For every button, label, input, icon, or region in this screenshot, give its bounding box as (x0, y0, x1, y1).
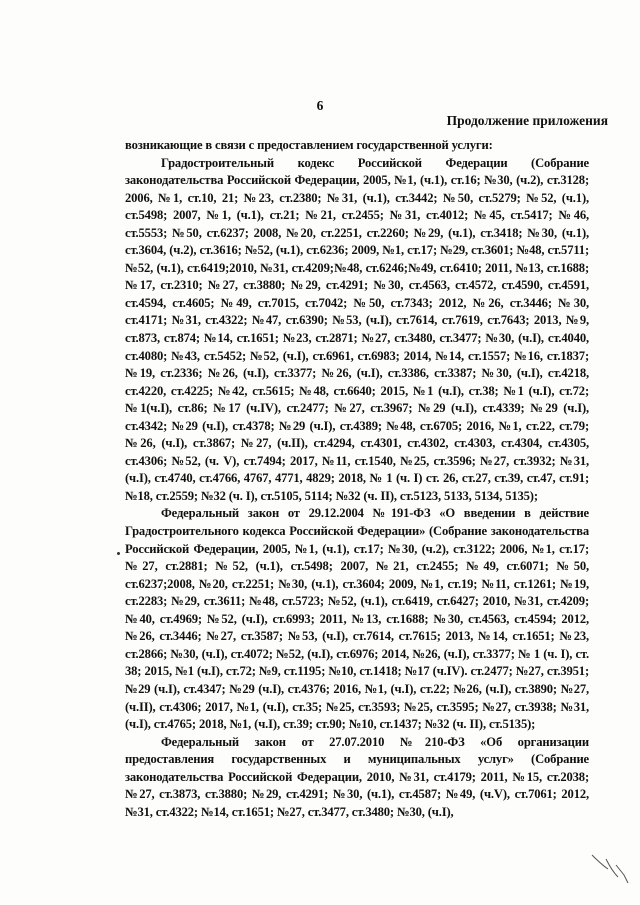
handwritten-mark-icon (588, 847, 632, 887)
paragraph-federal-law-191: Федеральный закон от 29.12.2004 №191-ФЗ «О введении в действие Градостроительного кодекса Российской Федерации» (Собрание законодательства Российской Федерации, 2005, №1, (ч.1), ст.17; №30, (ч.2), ст.3122; 2006, №1, ст.17; №27, ст.2881; №52, (ч.1), ст.5498; 2007, №21, ст.2455; №49, ст.6071; №50, ст.6237;2008, №20, ст.2251; №30, (ч.1), ст.3604; 2009, №1, ст.19; №11, ст.1261; №19, ст.2283; №29, ст.3611; №48, ст.5723; №52, (ч.1), ст.6419, ст.6427; 2010, №31, ст.4209; №40, ст.4969; №52, (ч.I), ст.6993; 2011, №13, ст.1688; №30, ст.4563, ст.4594; 2012, №26, ст.3446; №27, ст.3587; №53, (ч.I), ст.7614, ст.7615; 2013, №14, ст.1651; №23, ст.2866; №30, (ч.I), ст.4072; №52, (ч.I), ст.6976; 2014, №26, (ч.I), ст.3377; № 1 (ч. I), ст. 38; 2015, №1 (ч.I), ст.72; №9, ст.1195; №10, ст.1418; №17 (ч.IV). ст.2477; №27, ст.3951; №29 (ч.I), ст.4347; №29 (ч.I), ст.4376; 2016, №1, (ч.I), ст.22; №26, (ч.I), ст.3890; №27, (ч.II), ст.4306; 2017, №1, (ч.I), ст.35; №25, ст.3593; №25, ст.3595; №27, ст.3938; №31, (ч.I), ст.4765; 2018, №1, (ч.I), ст.39; ст.90; №10, ст.1437; №32 (ч. II), ст.5135); (125, 506, 589, 732)
document-body (125, 137, 589, 821)
scan-speck (117, 552, 120, 555)
page-number: 6 (316, 98, 324, 113)
paragraph-federal-law-210: Федеральный закон от 27.07.2010 №210-ФЗ «Об организации предоставления государственных и муниципальных услуг» (Собрание законодательства Российской Федерации, 2010, №31, ст.4179; 2011, №15, ст.2038; №27, ст.3873, ст.3880; №29, ст.4291; №30, (ч.1), ст.4587; №49, (ч.V), ст.7061; 2012, №31, ст.4322; №14, ст.1651; №27, ст.3477, ст.3480; №30, (ч.I), (125, 734, 589, 819)
intro-line: возникающие в связи с предоставлением государственной услуги: (125, 138, 493, 152)
appendix-continuation-header: Продолжение приложения (446, 113, 608, 128)
paragraph-urban-planning-code: Градостроительный кодекс Российской Федерации (Собрание законодательства Российской Федерации, 2005, №1, (ч.1), ст.16; №30, (ч.2), ст.3128; 2006, №1, ст.10, 21; №23, ст.2380; №31, (ч.1), ст.3442; №50, ст.5279; №52, (ч.1), ст.5498; 2007, №1, (ч.1), ст.21; №21, ст.2455; №31, ст.4012; №45, ст.5417; №46, ст.5553; №50, ст.6237; 2008, №20, ст.2251, ст.2260; №29, (ч.1), ст.3418; №30, (ч.1), ст.3604, (ч.2), ст.3616; №52, (ч.1), ст.6236; 2009, №1, ст.17; №29, ст.3601; №48, ст.5711; №52, (ч.1), ст.6419;2010, №31, ст.4209;№48, ст.6246;№49, ст.6410; 2011, №13, ст.1688; №17, ст.2310; №27, ст.3880; №29, ст.4291; №30, ст.4563, ст.4572, ст.4590, ст.4591, ст.4594, ст.4605; №49, ст.7015, ст.7042; №50, ст.7343; 2012, №26, ст.3446; №30, ст.4171; №31, ст.4322; №47, ст.6390; №53, (ч.I), ст.7614, ст.7619, ст.7643; 2013, №9, ст.873, ст.874; №14, ст.1651; №23, ст.2871; №27, ст.3480, ст.3477; №30, (ч.I), ст.4040, ст.4080; №43, ст.5452; №52, (ч.I), ст.6961, ст.6983; 2014, №14, ст.1557; №16, ст.1837; №19, ст.2336; №26, (ч.I), ст.3377; №26, (ч.I), ст.3386, ст.3387; №30, (ч.I), ст.4218, ст.4220, ст.4225; №42, ст.5615; №48, ст.6640; 2015, №1 (ч.I), ст.38; №1 (ч.I), ст.72; №1(ч.I), ст.86; №17 (ч.IV), ст.2477; №27, ст.3967; №29 (ч.I), ст.4339; №29 (ч.I), ст.4342; №29 (ч.I), ст.4378; №29 (ч.I), ст.4389; №48, ст.6705; 2016, №1, ст.22, ст.79; №26, (ч.I), ст.3867; №27, (ч.II), ст.4294, ст.4301, ст.4302, ст.4303, ст.4304, ст.4305, ст.4306; №52, (ч. V), ст.7494; 2017, №11, ст.1540, №25, ст.3596; №27, ст.3932; №31, (ч.I), ст.4740, ст.4766, 4767, 4771, 4829; 2018, № 1 (ч. I) ст. 26, ст.27, ст.39, ст.47, ст.91; №18, ст.2559; №32 (ч. I), ст.5105, 5114; №32 (ч. II), ст.5123, 5133, 5134, 5135); (125, 155, 589, 503)
